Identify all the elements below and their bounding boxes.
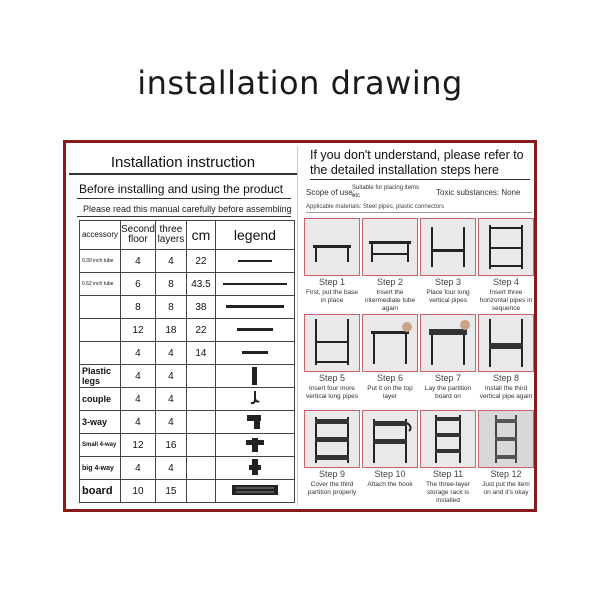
- row-cm: [186, 365, 215, 388]
- installation-steps-panel: [304, 146, 534, 506]
- instruction-frame: [63, 140, 537, 512]
- applicable-materials: Applicable materials: Steel pipes, plastic connectors: [306, 204, 445, 210]
- row-three: 4: [155, 342, 186, 365]
- row-second: 4: [121, 365, 156, 388]
- step-label: Step 4: [492, 277, 520, 287]
- row-name: 3-way: [80, 411, 121, 434]
- step-label: Step 1: [318, 277, 346, 287]
- header-cm: cm: [186, 221, 215, 250]
- row-three: 15: [155, 480, 186, 503]
- plastic-leg-icon: [215, 365, 294, 388]
- table-row: [80, 273, 295, 296]
- row-cm: 22: [186, 319, 215, 342]
- row-cm: [186, 388, 215, 411]
- step-card: [420, 410, 476, 504]
- legend-tube-icon: [215, 342, 294, 365]
- steps-heading: If you don't understand, please refer to the detailed installation steps here: [310, 148, 524, 177]
- row-three: 18: [155, 319, 186, 342]
- step-description: Insert three horizontal pipes in sequence: [479, 289, 533, 312]
- step-card: [478, 218, 534, 312]
- step-label: Step 11: [432, 469, 464, 479]
- step-card: [304, 314, 360, 408]
- divider: [310, 179, 530, 180]
- step-card: [362, 314, 418, 408]
- row-three: 4: [155, 388, 186, 411]
- header-three-layers: three layers: [155, 221, 186, 250]
- three-way-connector-icon: [215, 411, 294, 434]
- step-label: Step 6: [376, 373, 404, 383]
- step-photo: [362, 314, 418, 372]
- row-second: 4: [121, 457, 156, 480]
- row-three: 4: [155, 250, 186, 273]
- step-photo: [478, 314, 534, 372]
- installation-instruction-panel: [69, 146, 298, 506]
- row-three: 8: [155, 273, 186, 296]
- step-card: [304, 218, 360, 312]
- table-row: [80, 342, 295, 365]
- row-name: Plastic legs: [80, 365, 121, 388]
- row-second: 6: [121, 273, 156, 296]
- row-name: 0.39 inch tube: [80, 250, 121, 273]
- step-photo: [478, 218, 534, 276]
- row-cm: [186, 434, 215, 457]
- step-photo: [304, 314, 360, 372]
- step-label: Step 8: [492, 373, 520, 383]
- row-second: 4: [121, 388, 156, 411]
- header-second-floor: Second floor: [121, 221, 156, 250]
- step-card: [420, 218, 476, 312]
- row-three: 4: [155, 365, 186, 388]
- row-three: 4: [155, 411, 186, 434]
- legend-tube-icon: [215, 296, 294, 319]
- step-description: The three-layer storage rack is installed: [425, 481, 471, 504]
- step-label: Step 7: [434, 373, 462, 383]
- toxic-substances: Toxic substances: None: [436, 188, 521, 197]
- table-row: [80, 388, 295, 411]
- row-name: couple: [80, 388, 121, 411]
- row-name: board: [80, 480, 121, 503]
- step-card: [362, 218, 418, 312]
- row-name: 0.62 inch tube: [80, 273, 121, 296]
- table-row: [80, 296, 295, 319]
- big-four-way-connector-icon: [215, 457, 294, 480]
- step-photo: [362, 218, 418, 276]
- step-description: Just put the item on and it's okay: [482, 481, 530, 496]
- legend-tube-icon: [215, 250, 294, 273]
- scope-value: Suitable for placing items etc: [352, 185, 420, 199]
- hook-icon: [215, 388, 294, 411]
- step-description: First, put the base in place: [305, 289, 359, 304]
- row-second: 12: [121, 319, 156, 342]
- step-label: Step 10: [374, 469, 406, 479]
- divider: [306, 212, 532, 213]
- step-description: Lay the partition board on: [424, 385, 472, 400]
- please-read-text: Please read this manual carefully before assembling: [83, 204, 292, 214]
- row-cm: 38: [186, 296, 215, 319]
- instruction-heading: Installation instruction: [69, 154, 297, 175]
- row-second: 4: [121, 342, 156, 365]
- table-row: [80, 365, 295, 388]
- divider: [77, 198, 291, 199]
- step-description: Attach the hook: [367, 481, 413, 488]
- step-description: Install the third vertical pipe again: [479, 385, 533, 400]
- row-three: 16: [155, 434, 186, 457]
- table-row: [80, 250, 295, 273]
- accessory-table: [79, 220, 295, 503]
- row-second: 12: [121, 434, 156, 457]
- step-description: Insert the intermediate tube again: [364, 289, 416, 312]
- row-second: 4: [121, 250, 156, 273]
- step-label: Step 2: [376, 277, 404, 287]
- row-cm: 22: [186, 250, 215, 273]
- step-photo: [478, 410, 534, 468]
- divider: [77, 216, 291, 217]
- row-cm: [186, 480, 215, 503]
- step-photo: [420, 218, 476, 276]
- board-icon: [215, 480, 294, 503]
- step-photo: [420, 410, 476, 468]
- table-row: [80, 457, 295, 480]
- row-cm: 43.5: [186, 273, 215, 296]
- legend-tube-icon: [215, 273, 294, 296]
- step-card: [420, 314, 476, 408]
- legend-tube-icon: [215, 319, 294, 342]
- step-description: Cover the third partition properly: [307, 481, 357, 496]
- row-name: Small 4-way: [80, 434, 121, 457]
- table-header-row: [80, 221, 295, 250]
- step-label: Step 5: [318, 373, 346, 383]
- step-card: [304, 410, 360, 504]
- row-name: big 4-way: [80, 457, 121, 480]
- header-accessory: accessory: [80, 221, 121, 250]
- step-card: [362, 410, 418, 504]
- row-cm: [186, 411, 215, 434]
- row-cm: 14: [186, 342, 215, 365]
- row-cm: [186, 457, 215, 480]
- step-label: Step 3: [434, 277, 462, 287]
- step-label: Step 9: [318, 469, 346, 479]
- page-title: installation drawing: [137, 64, 463, 102]
- step-label: Step 12: [490, 469, 522, 479]
- step-description: Place four long vertical pipes: [426, 289, 470, 304]
- step-photo: [304, 218, 360, 276]
- row-second: 8: [121, 296, 156, 319]
- row-name: [80, 342, 121, 365]
- row-name: [80, 319, 121, 342]
- table-row: [80, 319, 295, 342]
- step-card: [478, 314, 534, 408]
- step-photo: [304, 410, 360, 468]
- row-second: 4: [121, 411, 156, 434]
- step-photo: [420, 314, 476, 372]
- table-row: [80, 434, 295, 457]
- before-installing-text: Before installing and using the product: [79, 182, 284, 196]
- header-legend: legend: [215, 221, 294, 250]
- small-four-way-connector-icon: [215, 434, 294, 457]
- row-three: 8: [155, 296, 186, 319]
- step-description: Insert four more vertical long pipes: [305, 385, 359, 400]
- table-row: [80, 411, 295, 434]
- step-photo: [362, 410, 418, 468]
- row-second: 10: [121, 480, 156, 503]
- step-card: [478, 410, 534, 504]
- step-description: Put it on the top layer: [367, 385, 413, 400]
- table-row: [80, 480, 295, 503]
- scope-label: Scope of use:: [306, 188, 355, 197]
- row-name: [80, 296, 121, 319]
- row-three: 4: [155, 457, 186, 480]
